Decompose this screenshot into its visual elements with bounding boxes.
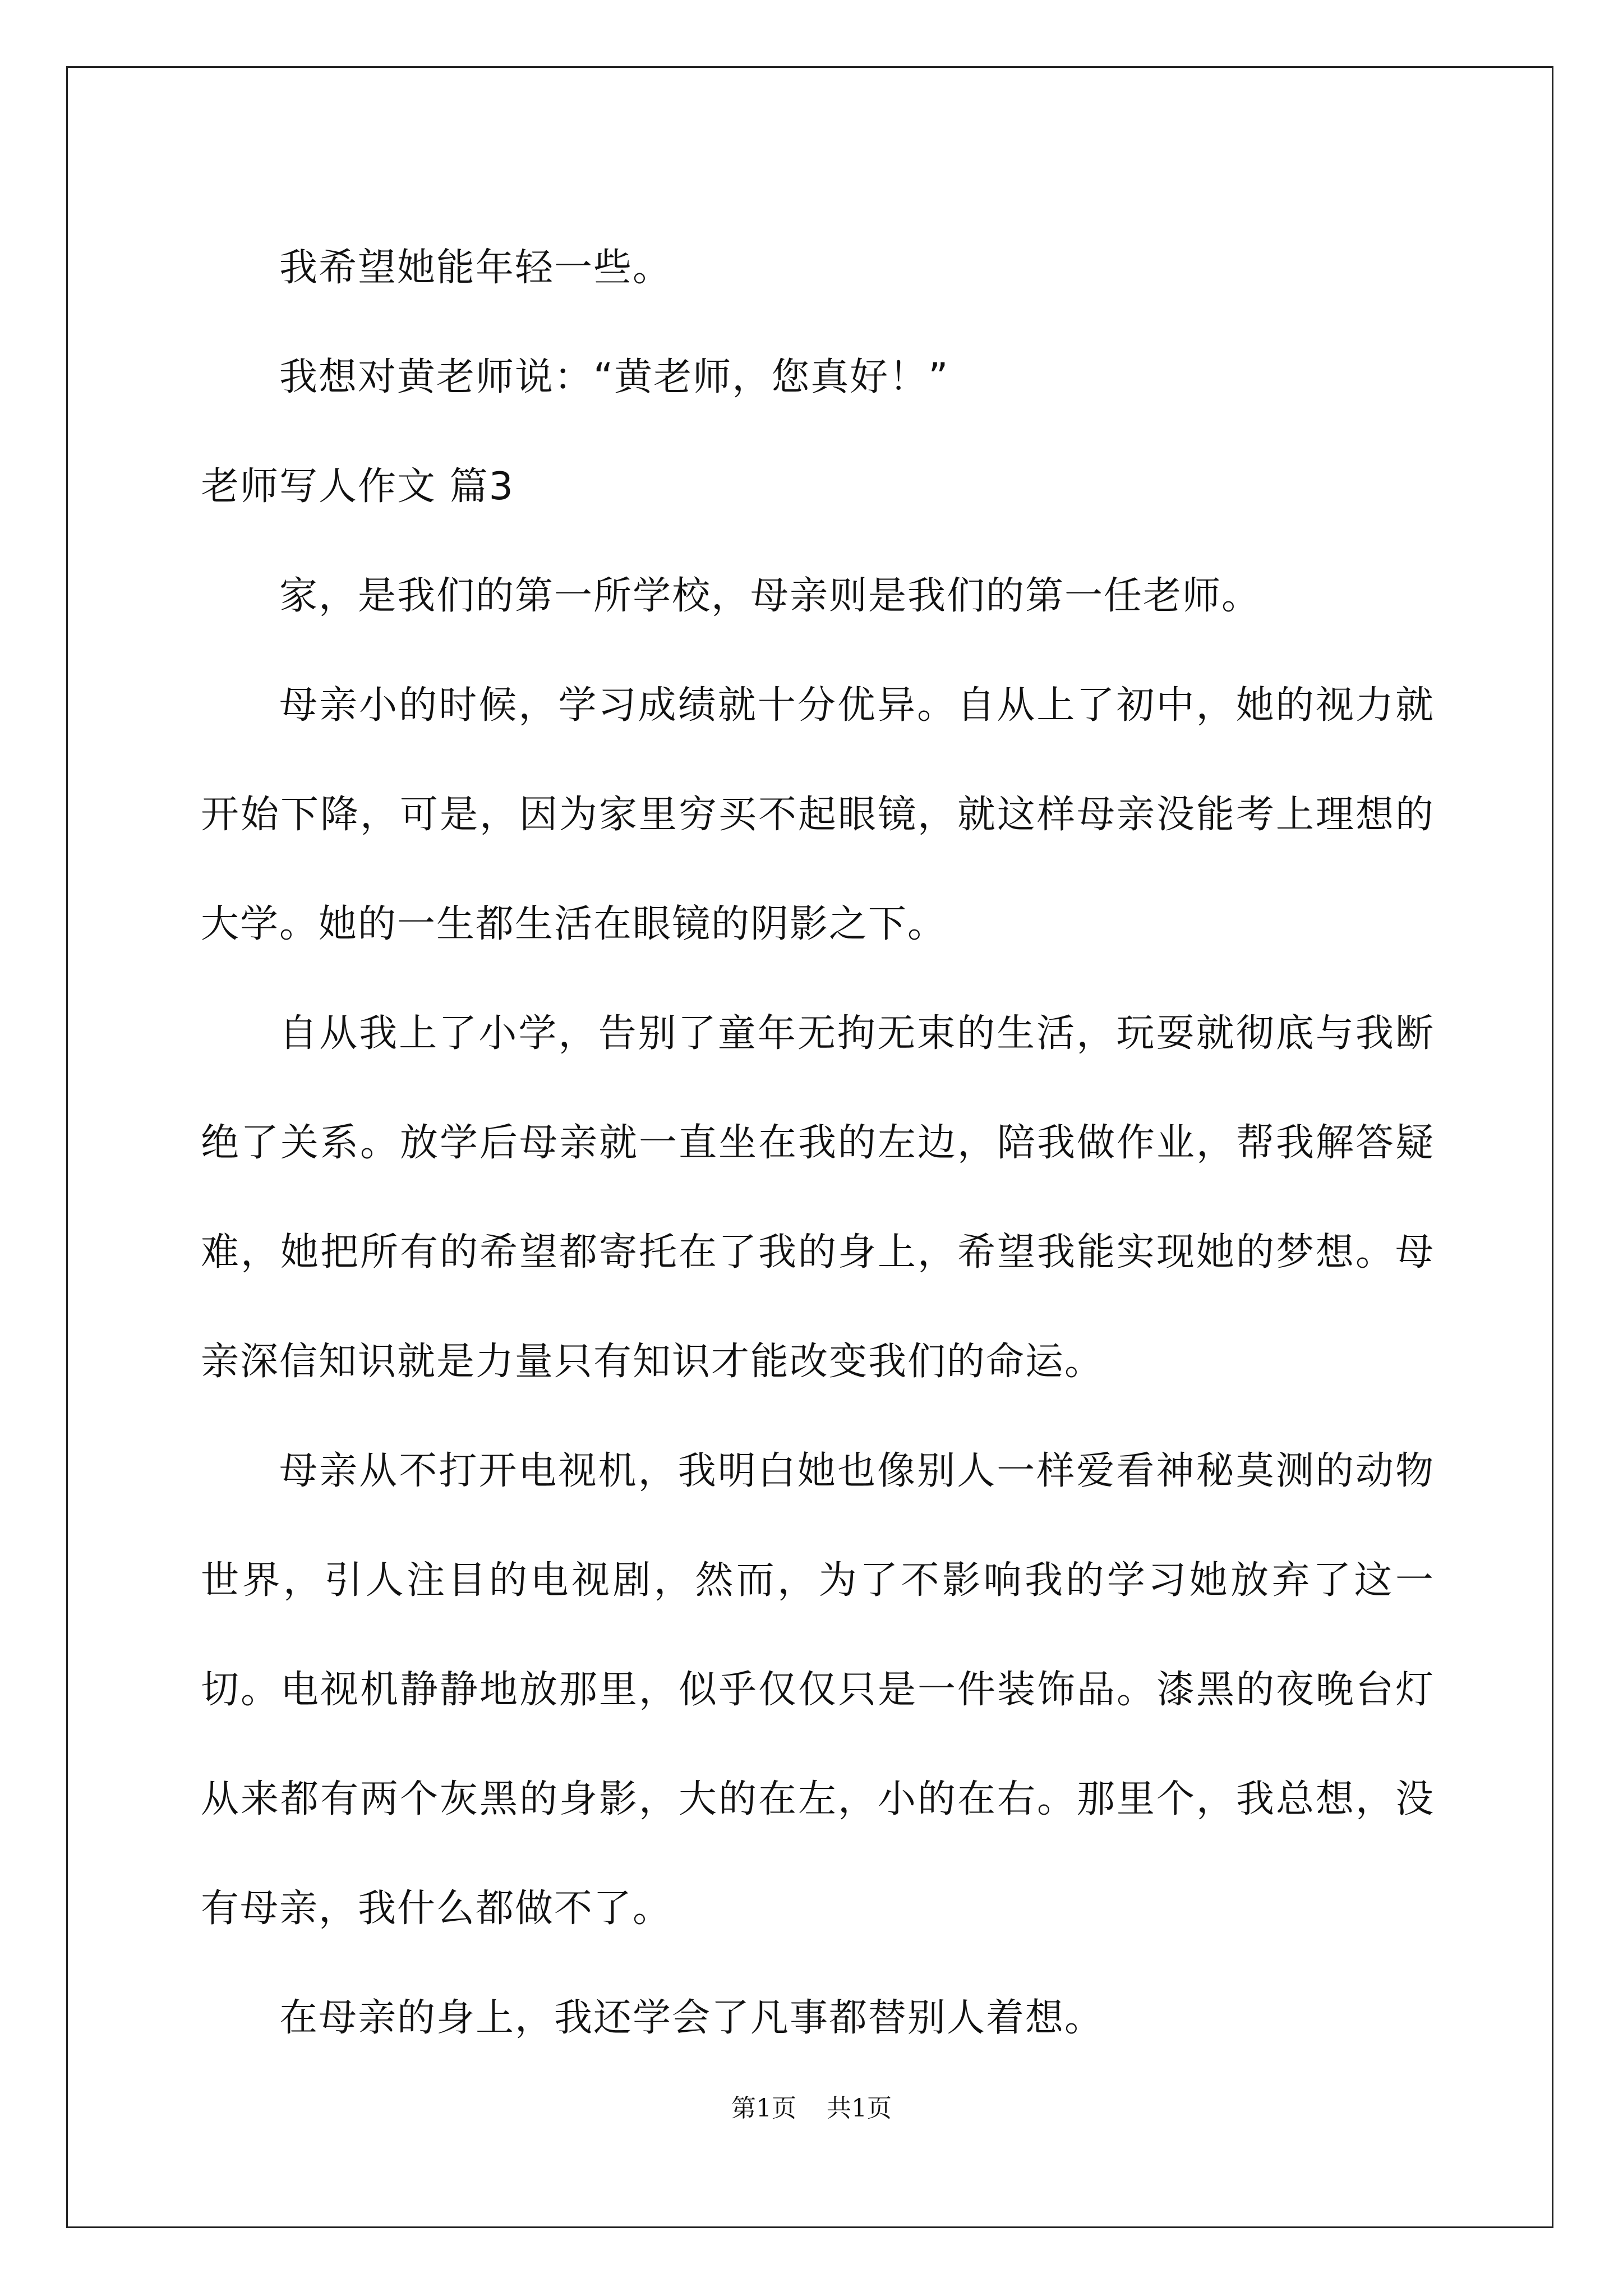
- page-footer: [0, 2088, 1623, 2124]
- paragraph: 我想对黄老师说：“黄老师，您真好！”: [279, 355, 949, 399]
- document-body: [201, 213, 1435, 2073]
- paragraph: 家，是我们的第一所学校，母亲则是我们的第一任老师。: [279, 574, 1261, 618]
- paragraph: 在母亲的身上，我还学会了凡事都替别人着想。: [279, 1996, 1104, 2040]
- paragraph: 母亲小的时候，学习成绩就十分优异。自从上了初中，她的视力就开始下降，可是，因为家里穷买不起眼镜，就这样母亲没能考上理想的大学。她的一生都生活在眼镜的阴影之下。: [201, 683, 1435, 946]
- paragraph: 自从我上了小学，告别了童年无拘无束的生活，玩耍就彻底与我断绝了关系。放学后母亲就一直坐在我的左边，陪我做作业，帮我解答疑难，她把所有的希望都寄托在了我的身上，希望我能实现她的梦想。母亲深信知识就是力量只有知识才能改变我们的命运。: [201, 1011, 1435, 1384]
- page-total: 共1页: [827, 2094, 892, 2123]
- section-heading: 老师写人作文 篇3: [201, 464, 514, 509]
- page-number: 第1页: [731, 2094, 796, 2123]
- paragraph: 母亲从不打开电视机，我明白她也像别人一样爱看神秘莫测的动物世界，引人注目的电视剧，然而，为了不影响我的学习她放弃了这一切。电视机静静地放那里，似乎仅仅只是一件装饰品。漆黑的夜晚台灯从来都有两个灰黑的身影，大的在左，小的在右。那里个，我总想，没有母亲，我什么都做不了。: [201, 1449, 1435, 1931]
- paragraph: 我希望她能年轻一些。: [279, 246, 672, 290]
